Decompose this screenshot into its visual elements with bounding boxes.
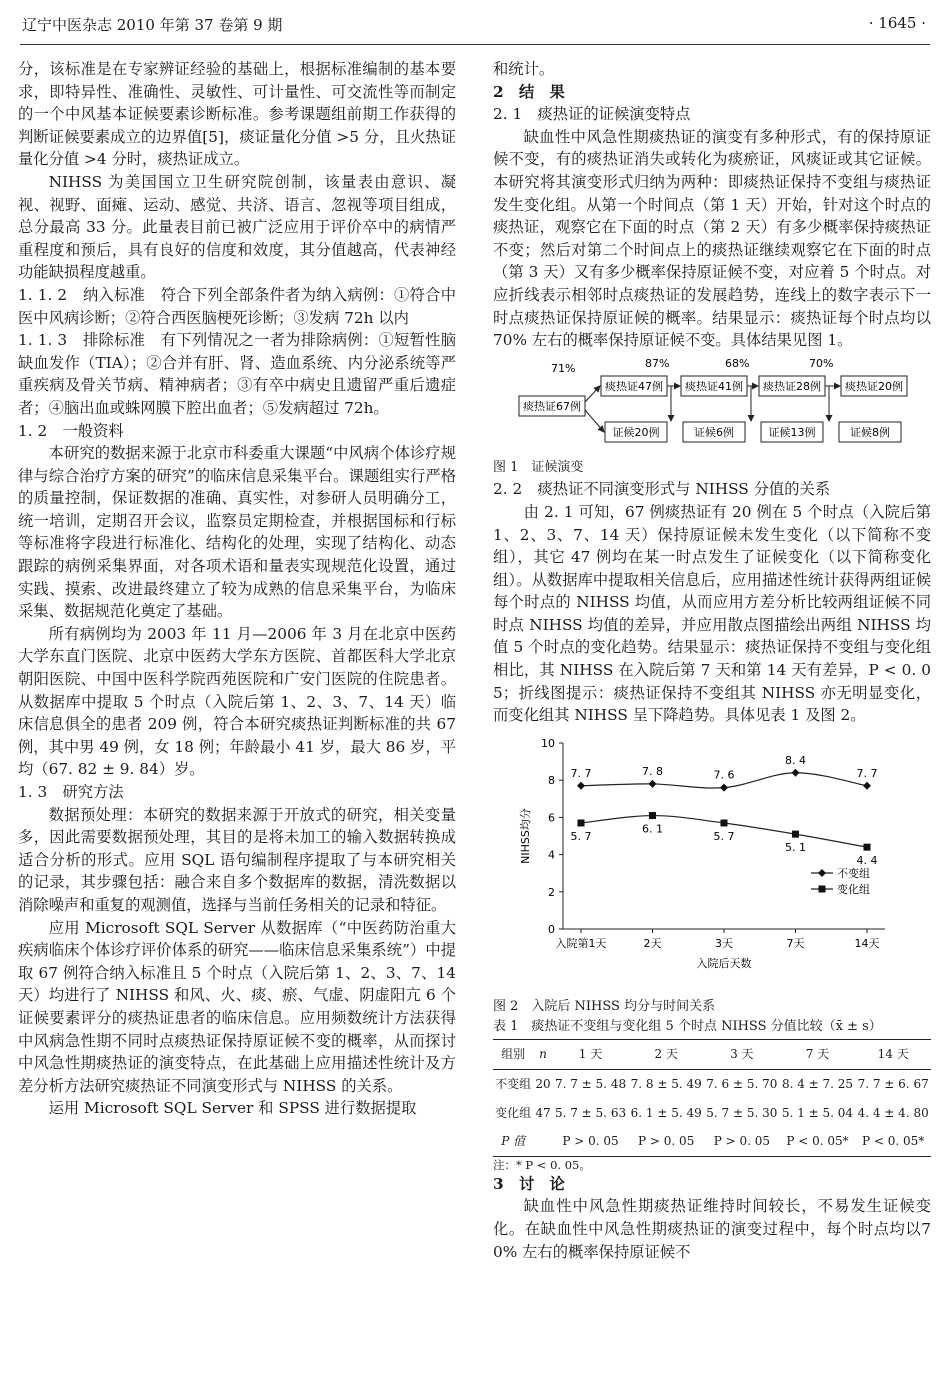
data-label-changed: 5. 7	[570, 829, 592, 843]
flow-arrow	[585, 410, 604, 432]
x-axis-label: 入院后天数	[696, 956, 752, 970]
top-node-label: 痰热证41例	[685, 379, 743, 393]
table-1	[493, 1039, 931, 1156]
percent-label: 68%	[725, 357, 750, 370]
table-header-cell: 7 天	[805, 1047, 830, 1062]
paragraph: 本研究的数据来源于北京市科委重大课题“中风病个体诊疗规律与综合治疗方案的研究”的临床信息采集平台。课题组实行严格的质量控制，保证数据的准确、真实性，对参研人员明确分工，统一培训，定期召开会议，监察员定期检查，并根据国标和行标等标准将字段进行标准化、结构化的处理，实现了结构化、动态跟踪的病例采集界面，对各项术语和量表实现规范化设置，通过实践、摸索、改进最终建立了较为成熟的信息采集平台，为临床采集、数据规范化奠定了基础。	[18, 444, 456, 621]
data-label-unchanged: 8. 4	[785, 753, 806, 767]
table-cell: 7. 6 ± 5. 70	[706, 1077, 778, 1092]
data-label-unchanged: 7. 7	[570, 766, 592, 780]
data-label-changed: 5. 1	[785, 840, 806, 854]
table-cell: P < 0. 05*	[862, 1134, 925, 1149]
paragraph: 和统计。	[493, 60, 555, 78]
y-tick-label: 2	[548, 885, 555, 899]
top-node-label: 痰热证20例	[845, 379, 903, 393]
table-cell: 7. 7 ± 6. 67	[857, 1077, 929, 1092]
table-1-caption: 表 1 痰热证不变组与变化组 5 个时点 NIHSS 分值比较（x̄ ± s）	[493, 1019, 882, 1035]
table-cell: 20	[535, 1077, 551, 1092]
table-cell: 6. 1 ± 5. 49	[630, 1105, 702, 1120]
journal-header: 辽宁中医杂志 2010 年第 37 卷第 9 期	[22, 16, 283, 34]
y-axis-label: NIHSS均分	[519, 807, 532, 864]
figure-1	[493, 358, 931, 457]
paragraph: 2. 2 痰热证不同演变形式与 NIHSS 分值的关系	[493, 480, 831, 499]
header-rule	[20, 44, 930, 45]
data-label-unchanged: 7. 8	[642, 764, 663, 778]
table-cell: 47	[535, 1105, 551, 1120]
table-header-cell: n	[539, 1047, 547, 1062]
legend-marker-unchanged	[818, 869, 826, 877]
table-header-cell: 3 天	[730, 1047, 754, 1062]
paragraph: 运用 Microsoft SQL Server 和 SPSS 进行数据提取	[48, 1099, 417, 1118]
right-top-paragraphs	[493, 58, 931, 352]
x-tick-label: 7天	[786, 936, 805, 950]
figure-1-caption: 图 1 证候演变	[493, 460, 584, 476]
table-cell: 7. 8 ± 5. 49	[630, 1077, 702, 1092]
table-row	[493, 1127, 931, 1156]
legend-label-unchanged: 不变组	[837, 866, 870, 880]
y-tick-label: 6	[548, 811, 555, 825]
data-point-changed	[721, 819, 728, 826]
right-bottom-paragraphs	[493, 1173, 931, 1263]
x-tick-label: 入院第1天	[555, 936, 607, 950]
right-column	[493, 58, 931, 1263]
data-point-unchanged	[649, 780, 657, 788]
section-heading: 3 讨 论	[493, 1174, 565, 1193]
table-note: 注：* P < 0. 05。	[493, 1157, 591, 1172]
data-label-unchanged: 7. 6	[713, 768, 735, 782]
bottom-node-label: 证候13例	[768, 425, 816, 439]
y-tick-label: 10	[541, 736, 555, 750]
table-header-cell: 2 天	[654, 1047, 678, 1062]
data-label-changed: 4. 4	[856, 854, 878, 868]
table-cell	[533, 1127, 552, 1156]
table-cell: P > 0. 05	[713, 1134, 770, 1149]
paragraph: NIHSS 为美国国立卫生研究院创制，该量表由意识、凝视、视野、面瘫、运动、感觉、共济、语言、忽视等项目组成，总分最高 33 分。此量表目前已被广泛应用于评价卒中的病情严重程度和预后，具有良好的信度和效度，其分值越高，代表神经功能缺损程度越重。	[18, 172, 456, 282]
y-tick-label: 8	[548, 774, 555, 788]
table-row	[493, 1070, 931, 1099]
table-cell: 5. 7 ± 5. 63	[554, 1105, 627, 1120]
table-cell: P > 0. 05	[562, 1134, 619, 1149]
figure-2-caption: 图 2 入院后 NIHSS 均分与时间关系	[493, 999, 716, 1015]
data-point-unchanged	[720, 783, 728, 791]
paragraph: 数据预处理：本研究的数据来源于开放式的研究，相关变量多，因此需要数据预处理，其目的是将未加工的输入数据转换成适合分析的形式。应用 SQL 语句编制程序提取了与本研究相关的记录，其步骤包括：融合来自多个数据库的数据，清洗数据以消除噪声和重复的观测值，选择与当前任务相关的记录和特征。	[18, 805, 456, 914]
paragraph: 2. 1 痰热证的证候演变特点	[493, 105, 691, 124]
paragraph: 1. 3 研究方法	[18, 783, 124, 801]
paragraph: 由 2. 1 可知，67 例痰热证有 20 例在 5 个时点（入院后第 1、2、3、7、14 天）保持原证候未发生变化（以下简称不变组），其它 47 例均在某一时点发生了证候变化（以下简称变化组）。从数据库中提取相关信息后，应用描述性统计获得两组证候每个时点的 NIHSS 均值，从而应用方差分析比较两组证候不同时点 NIHSS 均值的差异，并应用散点图描绘出两组 NIHSS 均值 5 个时点的变化趋势。结果显示：痰热证保持不变组与变化组相比，其 NIHSS 在入院后第 7 天和第 14 天有差异，P < 0. 05；折线图提示：痰热证保持不变组其 NIHSS 亦无明显变化，而变化组其 NIHSS 呈下降趋势。具体见表 1 及图 2。	[493, 502, 931, 725]
start-node-label: 痰热证67例	[523, 399, 581, 413]
table-row	[493, 1099, 931, 1128]
data-point-changed	[649, 812, 656, 819]
paragraph: 应用 Microsoft SQL Server 从数据库（“中医药防治重大疾病临床个体诊疗评价体系的研究——临床信息采集系统”）中提取 67 例符合纳入标准且 5 个时点（入院后第 1、2、3、7、14 天）均进行了 NIHSS 和风、火、痰、瘀、气虚、阴虚阳亢 6 个证候要素评分的痰热证患者的临床信息。应用频数统计方法获得中风病急性期不同时点痰热证保持原证候不变的概率，从而探讨中风急性期痰热证的演变特点，在此基础上应用描述性统计及方差分析方法研究痰热证不同演变形式与 NIHSS 的关系。	[18, 918, 456, 1095]
table-cell: 5. 1 ± 5. 04	[781, 1105, 854, 1120]
bottom-node-label: 证候8例	[850, 425, 890, 439]
x-tick-label: 2天	[643, 936, 662, 950]
data-point-unchanged	[863, 782, 871, 790]
left-paragraphs	[18, 58, 456, 1120]
top-node-label: 痰热证47例	[605, 379, 663, 393]
data-point-changed	[864, 844, 871, 851]
percent-label: 70%	[809, 357, 834, 370]
top-node-label: 痰热证28例	[763, 379, 821, 393]
x-tick-label: 3天	[715, 936, 733, 950]
paragraph: 缺血性中风急性期痰热证维持时间较长，不易发生证候变化。在缺血性中风急性期痰热证的演变过程中，每个时点均以70% 左右的概率保持原证候不	[493, 1197, 931, 1261]
page-number: · 1645 ·	[868, 14, 926, 32]
legend-marker-changed	[819, 885, 826, 892]
table-header-cell: 14 天	[877, 1047, 909, 1062]
table-header-cell: 组别	[501, 1047, 526, 1062]
right-mid-paragraphs	[493, 478, 931, 727]
data-label-changed: 5. 7	[713, 829, 735, 843]
table-cell: P < 0. 05*	[786, 1134, 849, 1149]
data-point-changed	[792, 830, 799, 837]
bottom-node-label: 证候20例	[612, 425, 660, 439]
table-cell: 8. 4 ± 7. 25	[781, 1077, 854, 1092]
percent-label: 71%	[551, 361, 576, 375]
left-column	[18, 58, 456, 1120]
paragraph: 所有病例均为 2003 年 11 月—2006 年 3 月在北京中医药大学东直门医院、北京中医药大学东方医院、首都医科大学北京朝阳医院、中国中医科学院西苑医院和广安门医院的住院患者。从数据库中提取 5 个时点（入院后第 1、2、3、7、14 天）临床信息俱全的患者 209 例，符合本研究痰热证判断标准的共 67 例，其中男 49 例，女 18 例；年龄最小 41 岁，最大 86 岁，平均（67. 82 ± 9. 84）岁。	[18, 624, 456, 779]
nihss-line-chart	[493, 733, 931, 989]
syndrome-evolution-diagram	[493, 358, 931, 450]
paragraph: 1. 1. 3 排除标准 有下列情况之一者为排除病例：①短暂性脑缺血发作（TIA）；②合并有肝、肾、造血系统、内分泌系统等严重疾病及骨关节病、精神病者；③有卒中病史且遗留严重后遗症者；④脑出血或蛛网膜下腔出血者；⑤发病超过 72h。	[18, 331, 456, 417]
bottom-node-label: 证候6例	[694, 425, 734, 439]
paragraph: 分，该标准是在专家辨证经验的基础上，根据标准编制的基本要求，即特异性、准确性、灵敏性、可计量性、可交流性等而制定的一个中风基本证候要素诊断标准。参考课题组前期工作获得的判断证候要素成立的边界值[5]，痰证量化分值 >5 分，且火热证量化分值 >4 分时，痰热证成立。	[18, 60, 456, 169]
y-tick-label: 4	[548, 848, 555, 862]
y-tick-label: 0	[548, 922, 555, 936]
table-cell: 7. 7 ± 5. 48	[554, 1077, 627, 1092]
data-point-changed	[578, 819, 585, 826]
legend-label-changed: 变化组	[837, 882, 870, 896]
flow-arrow	[585, 386, 600, 402]
table-cell: 5. 7 ± 5. 30	[706, 1105, 778, 1120]
paragraph: 1. 1. 2 纳入标准 符合下列全部条件者为纳入病例：①符合中医中风病诊断；②符合西医脑梗死诊断；③发病 72h 以内	[18, 285, 456, 327]
table-cell: P > 0. 05	[638, 1134, 695, 1149]
section-heading: 2 结 果	[493, 82, 565, 101]
table-cell: 变化组	[495, 1105, 532, 1120]
paragraph: 缺血性中风急性期痰热证的演变有多种形式，有的保持原证候不变，有的痰热证消失或转化为痰瘀证，风痰证或其它证候。本研究将其演变形式归纳为两种：即痰热证保持不变组与痰热证发生变化组。从第一个时间点（第 1 天）开始，针对这个时点的痰热证，观察它在下面的时点（第 2 天）有多少概率保持痰热证不变；然后对第二个时间点上的痰热证继续观察它在下面的时点（第 3 天）又有多少概率保持原证候不变，对应着 5 个时点。对应折线表示相邻时点痰热证的发展趋势，连线上的数字表示下一时点痰热证保持原证候的概率。结果显示：痰热证每个时点均以 70% 左右的概率保持原证候不变。具体结果见图 1。	[493, 127, 931, 350]
table-cell: P 值	[501, 1134, 526, 1149]
data-point-unchanged	[792, 769, 800, 777]
table-cell: 4. 4 ± 4. 80	[857, 1105, 929, 1120]
data-label-unchanged: 7. 7	[856, 766, 878, 780]
data-point-unchanged	[577, 782, 585, 790]
figure-2	[493, 733, 931, 996]
paragraph: 1. 2 一般资料	[18, 421, 124, 440]
table-cell: 不变组	[495, 1077, 532, 1092]
percent-label: 87%	[645, 357, 670, 370]
table-header-cell: 1 天	[578, 1047, 603, 1062]
data-label-changed: 6. 1	[642, 822, 663, 836]
table-header-row	[493, 1040, 931, 1070]
x-tick-label: 14天	[854, 936, 880, 950]
